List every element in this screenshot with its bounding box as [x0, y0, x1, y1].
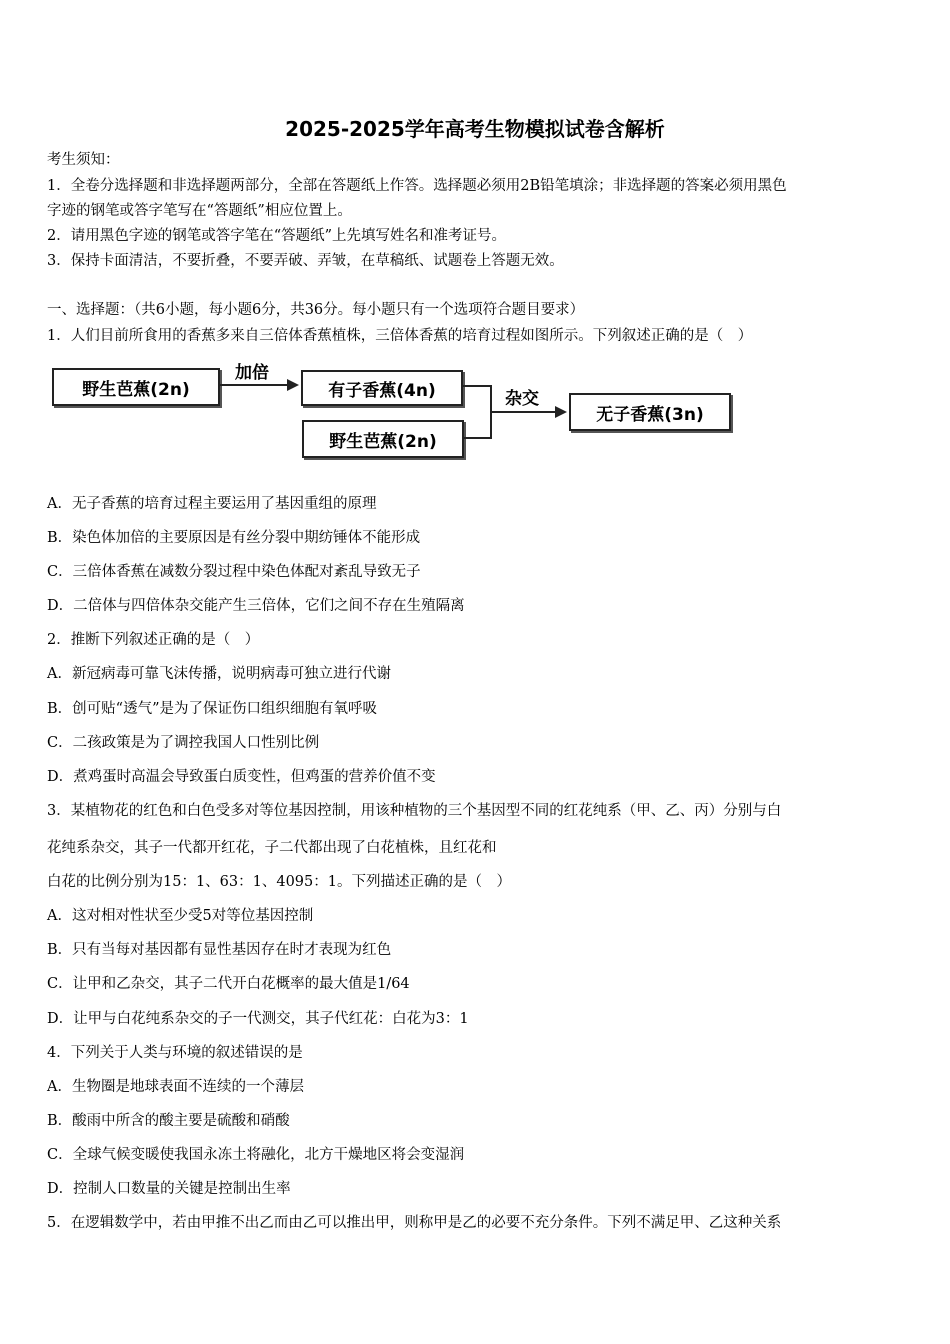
- q4-option-a: A．生物圈是地球表面不连续的一个薄层: [47, 1079, 304, 1095]
- q2-option-d: D．煮鸡蛋时高温会导致蛋白质变性，但鸡蛋的营养价值不变: [47, 769, 436, 785]
- q1-option-b: B．染色体加倍的主要原因是有丝分裂中期纺锤体不能形成: [47, 530, 421, 546]
- q3-option-d: D．让甲与白花纯系杂交的子一代测交，其子代红花：白花为3：1: [47, 1011, 469, 1027]
- box-wild-banana-2n: 野生芭蕉(2n): [52, 368, 220, 406]
- section-heading: 一、选择题：（共6小题，每小题6分，共36分。每小题只有一个选项符合题目要求）: [47, 302, 585, 318]
- box-seeded-banana-4n: 有子香蕉(4n): [301, 370, 463, 406]
- q3-option-c: C．让甲和乙杂交，其子二代开白花概率的最大值是1/64: [47, 976, 410, 992]
- q2-stem: 2．推断下列叙述正确的是（ ）: [47, 632, 260, 648]
- notice-item-1a: 1．全卷分选择题和非选择题两部分，全部在答题纸上作答。选择题必须用2B铅笔填涂；非选择题的答案必须用黑色: [47, 178, 787, 194]
- q4-option-d: D．控制人口数量的关键是控制出生率: [47, 1181, 291, 1197]
- q3-stem-line2: 花纯系杂交，其子一代都开红花，子二代都出现了白花植株，且红花和: [47, 840, 497, 856]
- q5-stem: 5．在逻辑数学中，若由甲推不出乙而由乙可以推出甲，则称甲是乙的必要不充分条件。下列不满足甲、乙这种关系: [47, 1215, 782, 1231]
- box-seedless-banana-3n: 无子香蕉(3n): [569, 393, 731, 431]
- q1-stem: 1．人们目前所食用的香蕉多来自三倍体香蕉植株，三倍体香蕉的培育过程如图所示。下列叙述正确的是（ ）: [47, 328, 753, 344]
- diagram-connectors: [47, 358, 747, 468]
- q3-option-a: A．这对相对性状至少受5对等位基因控制: [47, 908, 314, 924]
- q3-option-b: B．只有当每对基因都有显性基因存在时才表现为红色: [47, 942, 392, 958]
- q2-option-b: B．创可贴“透气”是为了保证伤口组织细胞有氧呼吸: [47, 701, 377, 717]
- label-doubling: 加倍: [235, 363, 269, 383]
- page-title: 2025-2025学年高考生物模拟试卷含解析: [285, 117, 665, 141]
- breeding-diagram: [47, 358, 747, 468]
- q2-option-a: A．新冠病毒可靠飞沫传播，说明病毒可独立进行代谢: [47, 666, 391, 682]
- q1-option-a: A．无子香蕉的培育过程主要运用了基因重组的原理: [47, 496, 377, 512]
- q2-option-c: C．二孩政策是为了调控我国人口性别比例: [47, 735, 320, 751]
- cross-bracket: [463, 386, 491, 438]
- label-cross: 杂交: [505, 389, 539, 409]
- notice-heading: 考生须知：: [47, 152, 120, 168]
- arrow-cross-head: [555, 406, 567, 418]
- box-wild-banana-2n-second: 野生芭蕉(2n): [302, 420, 464, 458]
- q1-option-d: D．二倍体与四倍体杂交能产生三倍体，它们之间不存在生殖隔离: [47, 598, 465, 614]
- notice-item-1b: 字迹的钢笔或答字笔写在“答题纸”相应位置上。: [47, 203, 352, 219]
- notice-item-2: 2．请用黑色字迹的钢笔或答字笔在“答题纸”上先填写姓名和准考证号。: [47, 228, 507, 244]
- notice-item-3: 3．保持卡面清洁，不要折叠，不要弄破、弄皱，在草稿纸、试题卷上答题无效。: [47, 253, 564, 269]
- q1-option-c: C．三倍体香蕉在减数分裂过程中染色体配对紊乱导致无子: [47, 564, 421, 580]
- q4-stem: 4．下列关于人类与环境的叙述错误的是: [47, 1045, 303, 1061]
- q4-option-c: C．全球气候变暖使我国永冻土将融化，北方干燥地区将会变湿润: [47, 1147, 465, 1163]
- q4-option-b: B．酸雨中所含的酸主要是硫酸和硝酸: [47, 1113, 290, 1129]
- arrow-double-head: [287, 379, 299, 391]
- q3-stem-line1: 3．某植物花的红色和白色受多对等位基因控制，用该种植物的三个基因型不同的红花纯系（甲、乙、丙）分别与白: [47, 803, 782, 819]
- q3-stem-line3: 白花的比例分别为15：1、63：1、4095：1。下列描述正确的是（ ）: [47, 874, 511, 890]
